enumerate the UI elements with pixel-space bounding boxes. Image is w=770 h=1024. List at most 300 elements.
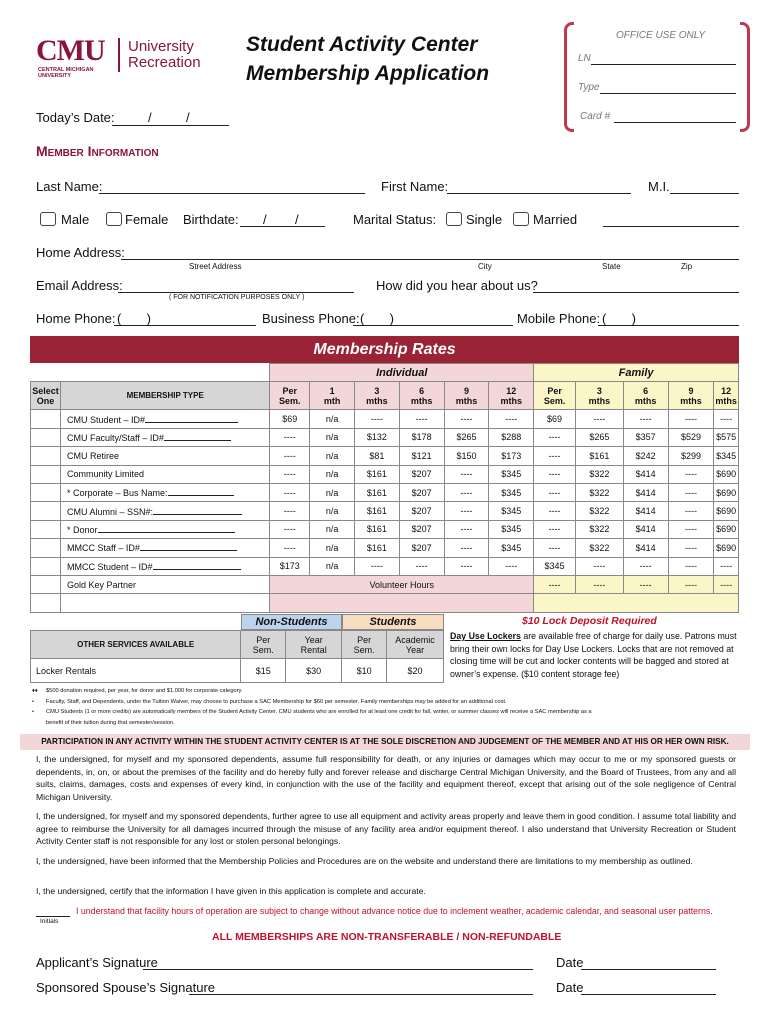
select-text: Select bbox=[32, 385, 59, 396]
individual-rate: $161 bbox=[354, 483, 399, 501]
select-cell[interactable] bbox=[31, 465, 61, 483]
individual-rate: ---- bbox=[444, 483, 489, 501]
applicant-signature-field[interactable] bbox=[143, 969, 533, 970]
col-head-top: 6 bbox=[419, 385, 425, 396]
col-head-top: Per bbox=[547, 385, 562, 396]
male-checkbox[interactable] bbox=[40, 212, 56, 226]
individual-header: Individual bbox=[270, 364, 534, 382]
services-header: OTHER SERVICES AVAILABLE bbox=[31, 631, 241, 659]
col-head-bottom: mths bbox=[634, 395, 657, 406]
mi-label: M.I. bbox=[648, 179, 670, 194]
individual-col-header bbox=[399, 382, 444, 410]
footnotes bbox=[32, 686, 742, 728]
col-head-bottom: mths bbox=[455, 395, 478, 406]
membership-id-field[interactable] bbox=[168, 487, 235, 496]
family-rate: ---- bbox=[714, 410, 739, 428]
individual-rate: ---- bbox=[270, 447, 310, 465]
membership-type-name bbox=[60, 539, 269, 557]
office-use-box bbox=[564, 22, 750, 132]
col-head-top: 9 bbox=[688, 385, 694, 396]
family-rate: ---- bbox=[668, 502, 714, 520]
individual-rate: ---- bbox=[444, 465, 489, 483]
gold-key-label: Gold Key Partner bbox=[60, 575, 269, 593]
area-code-paren: ( ) bbox=[360, 311, 394, 326]
family-rate: ---- bbox=[575, 410, 623, 428]
date-sep: / bbox=[295, 212, 299, 227]
area-code-paren: ( ) bbox=[602, 311, 636, 326]
locker-price: $20 bbox=[387, 659, 444, 683]
hear-about-label: How did you hear about us? bbox=[376, 278, 538, 293]
col-head-top: 3 bbox=[596, 385, 602, 396]
empty-cell bbox=[534, 594, 739, 612]
individual-rate: $161 bbox=[354, 465, 399, 483]
date-sep: / bbox=[186, 110, 190, 125]
individual-rate: $207 bbox=[399, 520, 444, 538]
individual-col-header bbox=[270, 382, 310, 410]
birthdate-label: Birthdate: bbox=[183, 212, 239, 227]
svc-col-head: Sem. bbox=[252, 644, 274, 655]
note-text: CMU Students (1 or more credits) are automatically members of the Student Activity Center. CMU students who are enrolled for at least one credit for fall, winter, or summer classes will receive a SAC membership as a bbox=[46, 709, 592, 715]
page-title bbox=[246, 30, 489, 88]
svc-col-head: Rental bbox=[300, 644, 327, 655]
family-rate: $345 bbox=[714, 447, 739, 465]
logo-divider bbox=[118, 38, 120, 72]
waiver-paragraph: I, the undersigned, have been informed that the Membership Policies and Procedures are on the website and understand there are limitations to my membership as outlined. bbox=[36, 856, 693, 866]
individual-rate: ---- bbox=[354, 410, 399, 428]
individual-col-header bbox=[354, 382, 399, 410]
office-type-label: Type bbox=[578, 82, 600, 93]
waiver-paragraph: I, the undersigned, certify that the information I have given in this application is complete and accurate. bbox=[36, 886, 426, 896]
business-phone-label: Business Phone: bbox=[262, 311, 360, 326]
home-address-label: Home Address: bbox=[36, 245, 125, 260]
office-ln-field[interactable] bbox=[591, 64, 736, 65]
rate-row bbox=[31, 557, 739, 575]
rate-row bbox=[31, 465, 739, 483]
membership-type-label: MMCC Staff – ID# bbox=[66, 543, 140, 554]
family-rate: ---- bbox=[668, 520, 714, 538]
individual-rate: $207 bbox=[399, 502, 444, 520]
individual-rate: ---- bbox=[444, 410, 489, 428]
birthdate-field[interactable] bbox=[240, 226, 325, 227]
family-rate: $242 bbox=[623, 447, 668, 465]
street-caption: Street Address bbox=[189, 262, 242, 271]
todays-date-field[interactable] bbox=[112, 125, 229, 126]
family-rate: ---- bbox=[623, 410, 668, 428]
family-rate: ---- bbox=[668, 557, 714, 575]
individual-rate: $121 bbox=[399, 447, 444, 465]
select-one-header bbox=[31, 382, 61, 410]
male-label: Male bbox=[61, 212, 90, 227]
individual-rate: ---- bbox=[444, 557, 489, 575]
individual-rate: $81 bbox=[354, 447, 399, 465]
individual-rate: $207 bbox=[399, 465, 444, 483]
date-sep: / bbox=[148, 110, 152, 125]
rate-row bbox=[31, 483, 739, 501]
family-rate: ---- bbox=[668, 410, 714, 428]
col-head-top: Per bbox=[282, 385, 298, 396]
col-head-bottom: Sem. bbox=[543, 395, 566, 406]
hear-about-field[interactable] bbox=[533, 292, 739, 293]
office-card-label: Card # bbox=[580, 111, 611, 122]
family-rate: ---- bbox=[534, 502, 576, 520]
membership-type-label: * Donor bbox=[66, 524, 98, 535]
email-note: ( FOR NOTIFICATION PURPOSES ONLY ) bbox=[169, 294, 305, 301]
logo-subtitle bbox=[38, 67, 94, 79]
membership-type-name bbox=[60, 502, 269, 520]
family-rate: $299 bbox=[668, 447, 714, 465]
membership-id-field[interactable] bbox=[153, 506, 242, 515]
select-cell[interactable] bbox=[31, 428, 61, 446]
individual-rate: $161 bbox=[354, 520, 399, 538]
spouse-date-label: Date bbox=[556, 980, 584, 995]
family-rate: ---- bbox=[623, 557, 668, 575]
individual-rate: $345 bbox=[489, 502, 534, 520]
family-rate: $414 bbox=[623, 483, 668, 501]
individual-rate: ---- bbox=[354, 557, 399, 575]
individual-rate: ---- bbox=[489, 410, 534, 428]
participation-banner: PARTICIPATION IN ANY ACTIVITY WITHIN THE STUDENT ACTIVITY CENTER IS AT THE SOLE DISCRETION AND JUDGEMENT OF THE MEMBER AND AT HIS OR HER OWN RISK. bbox=[20, 734, 750, 750]
office-ln-label: LN bbox=[578, 53, 591, 64]
applicant-date-field[interactable] bbox=[581, 969, 716, 970]
membership-type-label: CMU Faculty/Staff – ID# bbox=[66, 432, 164, 443]
individual-rate: ---- bbox=[270, 428, 310, 446]
membership-type-name bbox=[60, 520, 269, 538]
office-type-field[interactable] bbox=[600, 93, 736, 94]
locker-price: $30 bbox=[286, 659, 342, 683]
select-cell[interactable] bbox=[31, 575, 61, 593]
date-sep: / bbox=[263, 212, 267, 227]
rate-row bbox=[31, 539, 739, 557]
family-rate: ---- bbox=[623, 575, 668, 593]
family-rate: $322 bbox=[575, 502, 623, 520]
note-bullet: ♦♦ bbox=[32, 688, 38, 694]
city-caption: City bbox=[478, 262, 492, 271]
membership-id-field[interactable] bbox=[153, 561, 242, 570]
individual-rate: $288 bbox=[489, 428, 534, 446]
col-head-bottom: mths bbox=[410, 395, 433, 406]
membership-type-name bbox=[60, 557, 269, 575]
individual-rate: ---- bbox=[270, 539, 310, 557]
rate-row bbox=[31, 520, 739, 538]
note-text: benefit of their tuition during that semester/session. bbox=[46, 719, 175, 726]
individual-rate: ---- bbox=[444, 502, 489, 520]
individual-rate: $161 bbox=[354, 502, 399, 520]
spouse-signature-field[interactable] bbox=[189, 994, 533, 995]
individual-rate: n/a bbox=[310, 447, 355, 465]
logo-name2: Recreation bbox=[128, 54, 201, 71]
office-card-field[interactable] bbox=[614, 122, 736, 123]
initials-caption: Initials bbox=[40, 918, 59, 925]
waiver-paragraph: I, the undersigned, for myself and my sponsored dependents, assume full responsibility for death, or any injuries or damages which may occur to me or my sponsored guests or dependents, in, on, or about the premises of the facility and do hereby fully and forever release and discharge Central Michigan University, and the Board of Trustees, from any and all suits, claims, damages, costs and expenses of every kind, in conjunction with the use of the facility and equipment thereof, except that arising out of the sole negligence of Central Michigan University. bbox=[36, 754, 736, 802]
individual-rate: n/a bbox=[310, 502, 355, 520]
individual-rate: $207 bbox=[399, 483, 444, 501]
individual-rate: ---- bbox=[270, 483, 310, 501]
rate-row bbox=[31, 447, 739, 465]
membership-type-name bbox=[60, 447, 269, 465]
rates-header-spacer bbox=[31, 364, 270, 382]
family-rate: $322 bbox=[575, 539, 623, 557]
cmu-logo bbox=[36, 34, 201, 84]
select-cell[interactable] bbox=[31, 594, 61, 612]
individual-rate: n/a bbox=[310, 557, 355, 575]
select-cell[interactable] bbox=[31, 410, 61, 428]
individual-rate: ---- bbox=[444, 520, 489, 538]
family-rate: ---- bbox=[714, 557, 739, 575]
individual-rate: $345 bbox=[489, 520, 534, 538]
family-rate: $690 bbox=[714, 539, 739, 557]
membership-type-label: CMU Student – ID# bbox=[66, 414, 146, 425]
female-checkbox[interactable] bbox=[106, 212, 122, 226]
spouse-date-field[interactable] bbox=[581, 994, 716, 995]
home-address-field[interactable] bbox=[121, 259, 739, 260]
logo-name1: University bbox=[128, 38, 194, 55]
mobile-phone-label: Mobile Phone: bbox=[517, 311, 601, 326]
individual-rate: ---- bbox=[270, 465, 310, 483]
family-col-header bbox=[623, 382, 668, 410]
title-line2: Membership Application bbox=[246, 62, 490, 85]
family-header: Family bbox=[534, 364, 739, 382]
lock-deposit-heading: $10 Lock Deposit Required bbox=[522, 615, 657, 627]
lock-deposit-text bbox=[450, 630, 742, 680]
rate-row bbox=[31, 502, 739, 520]
office-heading: OFFICE USE ONLY bbox=[616, 30, 706, 41]
individual-rate: ---- bbox=[444, 539, 489, 557]
col-head-top: 12 bbox=[721, 385, 732, 396]
applicant-signature-label: Applicant’s Signature bbox=[36, 955, 158, 970]
mi-field[interactable] bbox=[670, 193, 739, 194]
svc-col-head: Per bbox=[256, 634, 271, 645]
first-name-field[interactable] bbox=[447, 193, 631, 194]
family-rate: $690 bbox=[714, 502, 739, 520]
member-info-heading: Member Information bbox=[36, 143, 159, 159]
family-col-header bbox=[575, 382, 623, 410]
svc-col-head: Sem. bbox=[353, 644, 375, 655]
select-cell[interactable] bbox=[31, 539, 61, 557]
membership-id-field[interactable] bbox=[145, 414, 238, 423]
individual-rate: ---- bbox=[399, 410, 444, 428]
individual-rate: ---- bbox=[270, 520, 310, 538]
individual-rate: $207 bbox=[399, 539, 444, 557]
svc-col-head: Year bbox=[405, 644, 425, 655]
membership-type-label: * Corporate – Bus Name: bbox=[66, 488, 168, 499]
marital-label: Marital Status: bbox=[353, 212, 437, 227]
col-head-bottom: mths bbox=[715, 395, 737, 406]
family-rate: ---- bbox=[668, 483, 714, 501]
initials-field[interactable] bbox=[36, 916, 70, 917]
logo-sub1: CENTRAL MICHIGAN bbox=[38, 67, 94, 73]
family-col-header bbox=[668, 382, 714, 410]
family-rate: $161 bbox=[575, 447, 623, 465]
membership-type-label: MMCC Student – ID# bbox=[66, 561, 153, 572]
family-rate: $69 bbox=[534, 410, 576, 428]
family-rate: $322 bbox=[575, 483, 623, 501]
individual-rate: $345 bbox=[489, 539, 534, 557]
family-rate: $414 bbox=[623, 539, 668, 557]
membership-type-name bbox=[60, 465, 269, 483]
last-name-field[interactable] bbox=[99, 193, 365, 194]
family-rate: $322 bbox=[575, 520, 623, 538]
empty-cell bbox=[60, 594, 269, 612]
family-rate: $690 bbox=[714, 520, 739, 538]
family-rate: ---- bbox=[534, 428, 576, 446]
family-rate: ---- bbox=[534, 575, 576, 593]
individual-rate: $161 bbox=[354, 539, 399, 557]
individual-rate: $345 bbox=[489, 483, 534, 501]
locker-price: $10 bbox=[342, 659, 387, 683]
individual-rate: ---- bbox=[270, 502, 310, 520]
individual-rate: n/a bbox=[310, 410, 355, 428]
zip-caption: Zip bbox=[681, 262, 693, 271]
state-caption: State bbox=[602, 262, 621, 271]
individual-rate: $345 bbox=[489, 465, 534, 483]
family-rate: $414 bbox=[623, 502, 668, 520]
note-bullet: • bbox=[32, 698, 34, 705]
locker-price: $15 bbox=[241, 659, 286, 683]
title-line1: Student Activity Center bbox=[246, 33, 478, 56]
rate-row bbox=[31, 428, 739, 446]
membership-rates-banner: Membership Rates bbox=[30, 336, 739, 363]
family-rate: $357 bbox=[623, 428, 668, 446]
last-name-label: Last Name: bbox=[36, 179, 103, 194]
note-text: Faculty, Staff, and Dependents, under the Tuition Waiver, may choose to purchase a SAC Membership for $60 per semester. Family memberships may be added for an additional cost. bbox=[46, 698, 507, 705]
female-label: Female bbox=[125, 212, 169, 227]
todays-date-label: Today’s Date: bbox=[36, 110, 115, 125]
area-code-paren: ( ) bbox=[117, 311, 151, 326]
individual-col-header bbox=[444, 382, 489, 410]
family-rate: ---- bbox=[668, 575, 714, 593]
family-rate: ---- bbox=[534, 539, 576, 557]
volunteer-hours: Volunteer Hours bbox=[270, 575, 534, 593]
membership-id-field[interactable] bbox=[140, 542, 238, 551]
membership-type-name bbox=[60, 410, 269, 428]
individual-rate: n/a bbox=[310, 520, 355, 538]
individual-col-header bbox=[310, 382, 355, 410]
col-head-bottom: mths bbox=[366, 395, 388, 406]
logo-name bbox=[128, 39, 201, 71]
select-cell[interactable] bbox=[31, 502, 61, 520]
individual-rate: $178 bbox=[399, 428, 444, 446]
family-rate: $690 bbox=[714, 465, 739, 483]
note-bullet: • bbox=[32, 709, 34, 715]
single-checkbox[interactable] bbox=[446, 212, 462, 226]
family-rate: $690 bbox=[714, 483, 739, 501]
membership-id-field[interactable] bbox=[98, 524, 235, 533]
family-col-header bbox=[714, 382, 739, 410]
family-rate: ---- bbox=[534, 520, 576, 538]
single-label: Single bbox=[466, 212, 503, 227]
logo-sub2: UNIVERSITY bbox=[38, 73, 72, 79]
individual-rate: $69 bbox=[270, 410, 310, 428]
membership-type-label: CMU Alumni – SSN#: bbox=[66, 506, 154, 517]
col-head-top: 6 bbox=[643, 385, 649, 396]
family-col-header bbox=[534, 382, 576, 410]
married-label: Married bbox=[533, 212, 578, 227]
home-phone-label: Home Phone: bbox=[36, 311, 116, 326]
non-students-header: Non-Students bbox=[241, 614, 342, 630]
rate-row bbox=[31, 410, 739, 428]
family-rate: ---- bbox=[534, 465, 576, 483]
email-label: Email Address: bbox=[36, 278, 123, 293]
note-text: $500 donation required, per year, for donor and $1,000 for corporate category. bbox=[46, 688, 243, 694]
col-head-bottom: mth bbox=[323, 395, 341, 406]
col-head-bottom: mths bbox=[680, 395, 702, 406]
family-rate: ---- bbox=[714, 575, 739, 593]
individual-rate: ---- bbox=[399, 557, 444, 575]
membership-id-field[interactable] bbox=[164, 432, 231, 441]
membership-rates-table bbox=[30, 363, 739, 613]
lock-deposit-body: are available free of charge for daily use. Patrons must bring their own locks for Day Use Lockers. Locks that are not removed at closing time will be cut and locker contents will be bagged and stored at owner’s expense. ($10 content storage fee) bbox=[450, 631, 737, 679]
membership-type-name bbox=[60, 483, 269, 501]
membership-type-label: Community Limited bbox=[66, 469, 145, 480]
col-head-top: 1 bbox=[329, 385, 335, 396]
family-rate: $322 bbox=[575, 465, 623, 483]
spouse-signature-label: Sponsored Spouse’s Signature bbox=[36, 980, 215, 995]
marital-other-field[interactable] bbox=[603, 226, 739, 227]
family-rate: $265 bbox=[575, 428, 623, 446]
day-use-lockers-lead: Day Use Lockers bbox=[450, 631, 521, 641]
svc-col-head: Per bbox=[357, 634, 372, 645]
select-cell[interactable] bbox=[31, 557, 61, 575]
col-head-bottom: mths bbox=[588, 395, 611, 406]
svc-col-head: Academic bbox=[395, 634, 435, 645]
individual-rate: $132 bbox=[354, 428, 399, 446]
waiver-paragraph: I, the undersigned, for myself and my sponsored dependents, further agree to use all equipment and activity areas properly and leave them in good condition. I assume total liability and agree to reimburse the University for all damages incurred through the misuse of any facility area and/or equipment thereof. I also understand that University Recreation or Student Activity Center staff is not responsible for any lost or stolen personal belongings. bbox=[36, 811, 736, 847]
individual-rate: n/a bbox=[310, 465, 355, 483]
membership-type-name bbox=[60, 428, 269, 446]
individual-rate: $173 bbox=[489, 447, 534, 465]
email-field[interactable] bbox=[118, 292, 354, 293]
svc-col-head: Year bbox=[304, 634, 323, 645]
select-cell[interactable] bbox=[31, 447, 61, 465]
other-services-table bbox=[30, 630, 444, 683]
col-head-top: 12 bbox=[506, 385, 517, 396]
family-rate: $414 bbox=[623, 465, 668, 483]
individual-rate: n/a bbox=[310, 539, 355, 557]
col-head-top: 9 bbox=[463, 385, 469, 396]
individual-rate: $150 bbox=[444, 447, 489, 465]
membership-type-label: CMU Retiree bbox=[66, 450, 119, 461]
students-header: Students bbox=[342, 614, 444, 630]
empty-cell bbox=[270, 594, 534, 612]
logo-cmu-text: CMU bbox=[36, 34, 105, 67]
individual-rate: ---- bbox=[489, 557, 534, 575]
family-rate: ---- bbox=[668, 539, 714, 557]
applicant-date-label: Date bbox=[556, 955, 584, 970]
married-checkbox[interactable] bbox=[513, 212, 529, 226]
select-cell[interactable] bbox=[31, 483, 61, 501]
individual-rate: $265 bbox=[444, 428, 489, 446]
col-head-bottom: mths bbox=[500, 395, 523, 406]
col-head-bottom: Sem. bbox=[279, 395, 301, 406]
family-rate: ---- bbox=[534, 447, 576, 465]
family-rate: ---- bbox=[534, 483, 576, 501]
non-transferable-notice: ALL MEMBERSHIPS ARE NON-TRANSFERABLE / NON-REFUNDABLE bbox=[212, 931, 562, 943]
membership-type-header: MEMBERSHIP TYPE bbox=[60, 382, 269, 410]
col-head-top: 3 bbox=[374, 385, 380, 396]
family-rate: $529 bbox=[668, 428, 714, 446]
individual-rate: $173 bbox=[270, 557, 310, 575]
individual-col-header bbox=[489, 382, 534, 410]
family-rate: ---- bbox=[575, 557, 623, 575]
select-cell[interactable] bbox=[31, 520, 61, 538]
family-rate: $345 bbox=[534, 557, 576, 575]
locker-rentals-label: Locker Rentals bbox=[31, 659, 241, 683]
individual-rate: n/a bbox=[310, 428, 355, 446]
one-text: One bbox=[36, 395, 55, 406]
hours-note: I understand that facility hours of operation are subject to change without advance notice due to inclement weather, academic calendar, and seasonal user patterns. bbox=[76, 906, 713, 916]
first-name-label: First Name: bbox=[381, 179, 449, 194]
family-rate: $575 bbox=[714, 428, 739, 446]
